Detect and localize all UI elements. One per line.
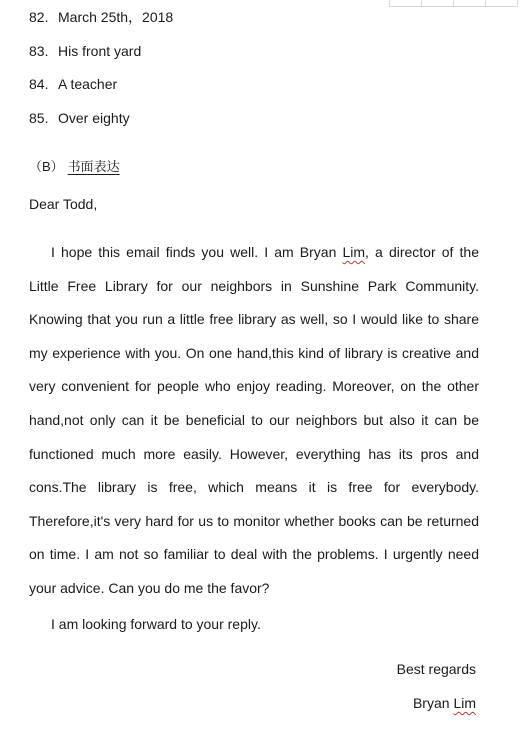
answer-item: [29, 76, 173, 110]
answer-text: His front yard: [58, 42, 142, 59]
answer-number: 83.: [29, 42, 49, 59]
answer-text: A teacher: [58, 76, 118, 92]
spellcheck-word: Lim: [453, 695, 476, 711]
table-cell: [389, 0, 422, 7]
spellcheck-word: Lim: [342, 244, 366, 260]
answer-number: 85.: [29, 109, 49, 126]
answer-item: [29, 110, 173, 144]
answer-number: 82.: [29, 9, 49, 25]
answer-text: March 25th，2018: [58, 9, 174, 25]
letter-signature: [413, 695, 476, 711]
letter-regards: Best regards: [396, 661, 476, 677]
table-border-fragment: [389, 0, 518, 7]
signature-first-name: Bryan: [412, 695, 454, 711]
body-text-start: I hope this email finds you well. I am Bryan: [51, 244, 343, 260]
table-cell: [454, 0, 486, 7]
answer-text: Over eighty: [58, 109, 130, 126]
answer-list: [29, 9, 173, 143]
section-heading: [29, 156, 120, 175]
answer-number: 84.: [29, 76, 49, 92]
section-label: 书面表达: [67, 159, 120, 174]
letter-greeting: Dear Todd,: [29, 196, 98, 212]
body-text-rest: , a director of the Little Free Library for our neighbors in Sunshine Park Community. Knowing that you run a little free library as well, so I would like to share my experience with you. On one hand,this kind of library is creative and very convenient for people who enjoy reading. Moreover, on the other hand,not only can it be beneficial to our neighbors but also it can be functioned much more easily. However, everything has its pros and cons.The library is free, which means it is free for everybody. Therefore,it's very hard for us to monitor whether books can be returned on time. I am not so familiar to deal with the problems. I urgently need your advice. Can you do me the favor?: [29, 244, 479, 596]
answer-item: [29, 9, 173, 43]
section-marker: （B）: [29, 159, 64, 174]
letter-closing-line: I am looking forward to your reply.: [51, 616, 261, 632]
answer-item: [29, 43, 173, 77]
table-cell: [486, 0, 518, 7]
table-cell: [422, 0, 454, 7]
letter-body: [29, 236, 479, 606]
